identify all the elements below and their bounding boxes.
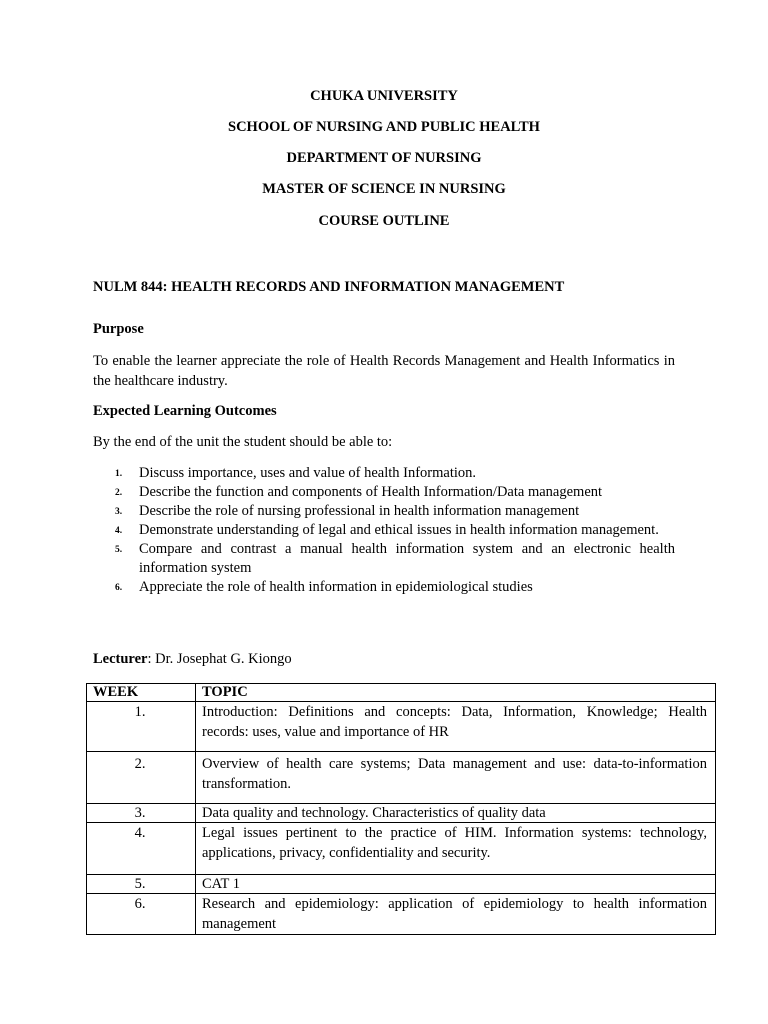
outcome-item (93, 483, 675, 502)
outcome-item (93, 540, 675, 578)
programme-name: MASTER OF SCIENCE IN NURSING (262, 181, 506, 197)
week-cell: 1. (87, 702, 196, 752)
table-row (87, 804, 716, 823)
department-name: DEPARTMENT OF NURSING (286, 150, 482, 166)
lecturer-name: : Dr. Josephat G. Kiongo (147, 651, 292, 667)
outcome-number: 5. (115, 545, 123, 555)
topic-cell: Data quality and technology. Characteristics of quality data (196, 804, 716, 823)
university-name: CHUKA UNIVERSITY (310, 88, 458, 104)
outcome-text: Compare and contrast a manual health information system and an electronic health information system (139, 541, 675, 576)
table-row (87, 823, 716, 875)
table-row (87, 702, 716, 752)
outcomes-list (93, 464, 675, 597)
outcome-item (93, 464, 675, 483)
topic-cell: Research and epidemiology: application of epidemiology to health information management (196, 894, 716, 935)
outcome-item (93, 578, 675, 597)
topic-column-header: TOPIC (196, 684, 716, 702)
week-cell: 3. (87, 804, 196, 823)
week-cell: 4. (87, 823, 196, 875)
outcomes-intro: By the end of the unit the student should be able to: (93, 434, 393, 450)
outcome-number: 1. (115, 469, 123, 479)
lecturer-label: Lecturer (93, 651, 148, 667)
purpose-heading: Purpose (93, 321, 144, 337)
week-cell: 6. (87, 894, 196, 935)
outcome-text: Appreciate the role of health information in epidemiological studies (139, 579, 533, 595)
outcome-number: 3. (115, 507, 123, 517)
topic-cell: CAT 1 (196, 875, 716, 894)
topic-cell: Legal issues pertinent to the practice of HIM. Information systems: technology, applications, privacy, confidentiality and security. (196, 823, 716, 875)
schedule-table (86, 683, 716, 935)
lecturer-line (93, 651, 292, 668)
week-cell: 2. (87, 752, 196, 804)
topic-cell: Overview of health care systems; Data management and use: data-to-information transformation. (196, 752, 716, 804)
outcome-item (93, 502, 675, 521)
outcome-text: Describe the function and components of Health Information/Data management (139, 484, 603, 500)
school-name: SCHOOL OF NURSING AND PUBLIC HEALTH (228, 119, 540, 135)
table-row (87, 875, 716, 894)
outcome-number: 6. (115, 583, 123, 593)
table-row (87, 894, 716, 935)
outcome-text: Demonstrate understanding of legal and ethical issues in health information management. (139, 522, 659, 538)
purpose-text: To enable the learner appreciate the role of Health Records Management and Health Informatics in the healthcare industry. (93, 353, 675, 389)
week-column-header: WEEK (87, 684, 196, 702)
outcome-text: Describe the role of nursing professional in health information management (139, 503, 580, 519)
outcome-text: Discuss importance, uses and value of health Information. (139, 465, 477, 481)
outcomes-heading: Expected Learning Outcomes (93, 403, 277, 419)
table-row (87, 752, 716, 804)
outcome-number: 4. (115, 526, 123, 536)
document-type: COURSE OUTLINE (318, 213, 450, 229)
week-cell: 5. (87, 875, 196, 894)
course-title: NULM 844: HEALTH RECORDS AND INFORMATION MANAGEMENT (93, 279, 565, 295)
topic-cell: Introduction: Definitions and concepts: Data, Information, Knowledge; Health records: uses, value and importance of HR (196, 702, 716, 752)
table-header-row (87, 684, 716, 702)
outcome-number: 2. (115, 488, 123, 498)
outcome-item (93, 521, 675, 540)
